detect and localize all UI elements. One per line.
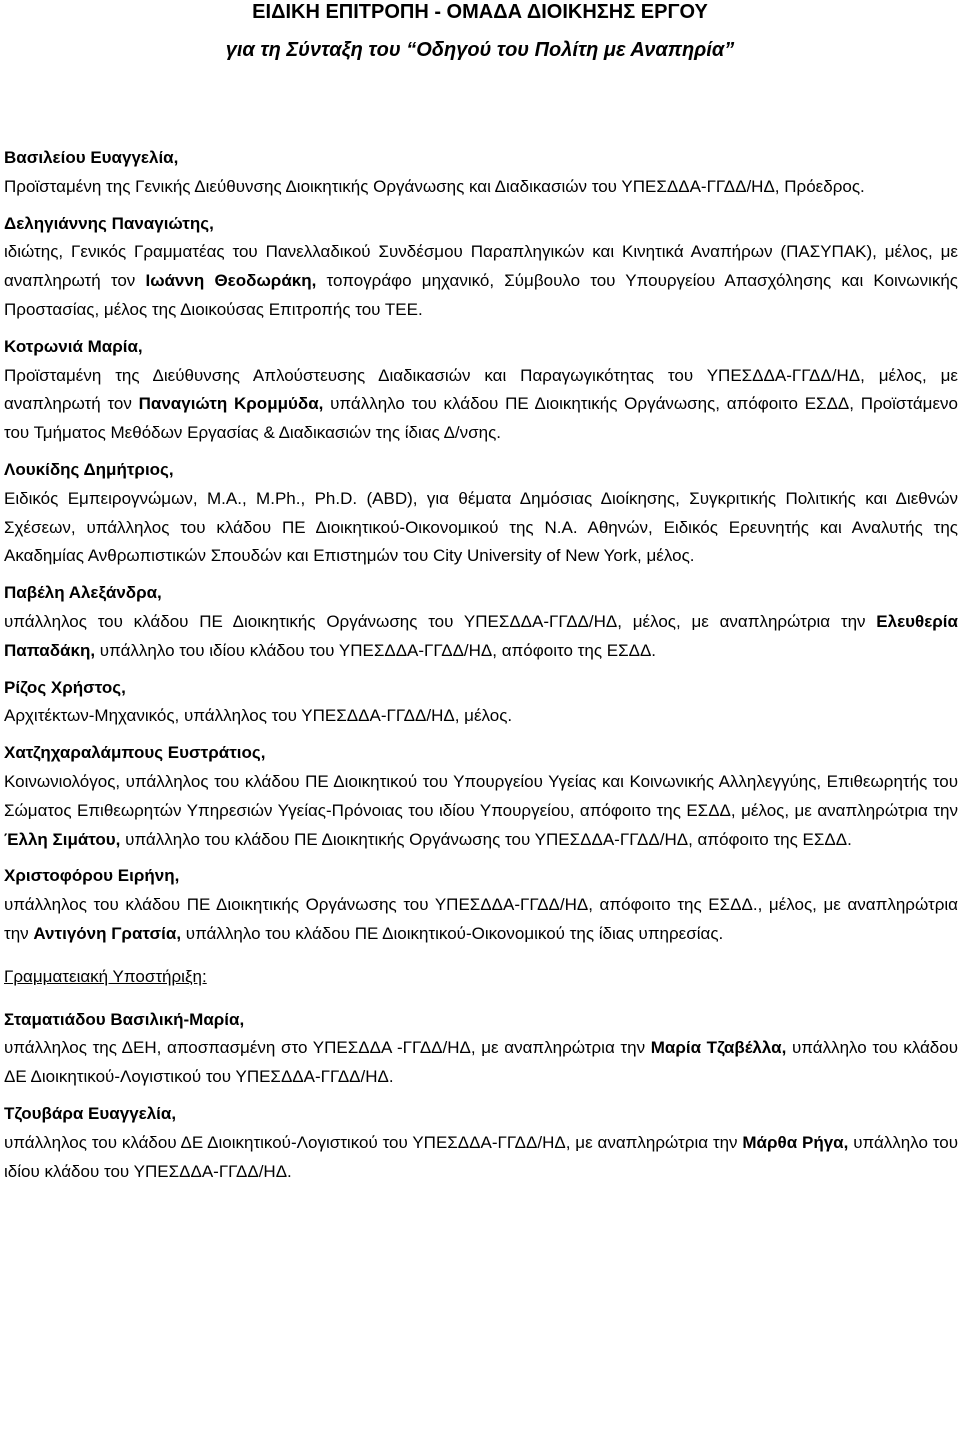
substitute-name: Μαρία Τζαβέλλα, [650, 1038, 787, 1058]
member-description: υπάλληλος του κλάδου ΔΕ Διοικητικού-Λογιστικού του ΥΠΕΣΔΔΑ-ΓΓΔΔ/ΗΔ, με αναπληρώτρια την [4, 1132, 743, 1152]
member-description: Ειδικός Εμπειρογνώμων, M.A., M.Ph., Ph.D. (ABD), για θέματα Δημόσιας Διοίκησης, Συγκριτικής Πολιτικής και Διεθνών Σχέσεων, υπάλληλος του κλάδου ΠΕ Διοικητικού-Οικονομικού της Ν.Α. Αθηνών, Ειδικός Ερευνητής και Αναλυτής της Ακαδημίας Ανθρωπιστικών Σπουδών και Επιστημών του City University of New York, μέλος. [4, 488, 958, 566]
member-description: υπάλληλος του κλάδου ΠΕ Διοικητικής Οργάνωσης του ΥΠΕΣΔΔΑ-ΓΓΔΔ/ΗΔ, απόφοιτο της ΕΣΔΔ., μέλος, με αναπληρώτρια την [4, 895, 958, 943]
member-entry [4, 333, 958, 448]
member-description: Αρχιτέκτων-Μηχανικός, υπάλληλος του ΥΠΕΣΔΔΑ-ΓΓΔΔ/ΗΔ, μέλος. [4, 706, 513, 726]
substitute-name: Αντιγόνη Γρατσία, [33, 923, 182, 943]
member-description-cont: υπάλληλο του κλάδου ΠΕ Διοικητικής Οργάνωσης, απόφοιτο ΕΣΔΔ, Προϊστάμενο του Τμήματος Μεθόδων Εργασίας & Διαδικασιών της ίδιας Δ/νσης. [4, 394, 959, 443]
substitute-name: Ιωάννη Θεοδωράκη, [145, 271, 317, 291]
document-title: ΕΙΔΙΚΗ ΕΠΙΤΡΟΠΗ - ΟΜΑΔΑ ΔΙΟΙΚΗΣΗΣ ΕΡΓΟΥ [252, 1, 708, 23]
member-description-cont: τοπογράφο μηχανικό, Σύμβουλο του Υπουργείου Απασχόλησης και Κοινωνικής Προστασίας, μέλος της Διοικούσας Επιτροπής του ΤΕΕ. [4, 271, 958, 319]
substitute-name: Έλλη Σιμάτου, [4, 829, 121, 849]
member-description: ιδιώτης, Γενικός Γραμματέας του Πανελλαδικού Συνδέσμου Παραπληγικών και Κινητικά Αναπήρων (ΠΑΣΥΠΑΚ), μέλος, με αναπληρωτή τον [4, 242, 958, 291]
member-entry [4, 862, 958, 948]
document-subtitle: για τη Σύνταξη του “Οδηγού του Πολίτη με Αναπηρία” [225, 39, 735, 61]
member-name: Κοτρωνιά Μαρία, [4, 336, 143, 356]
member-entry [4, 210, 958, 325]
member-name: Χριστοφόρου Ειρήνη, [4, 866, 180, 886]
member-description: υπάλληλος της ΔΕΗ, αποσπασμένη στο ΥΠΕΣΔΔΑ -ΓΓΔΔ/ΗΔ, με αναπληρώτρια την [4, 1038, 651, 1058]
member-description-cont: υπάλληλο του κλάδου ΔΕ Διοικητικού-Λογιστικού του ΥΠΕΣΔΔΑ-ΓΓΔΔ/ΗΔ. [4, 1038, 959, 1087]
member-description-cont: υπάλληλο του κλάδου ΠΕ Διοικητικής Οργάνωσης του ΥΠΕΣΔΔΑ-ΓΓΔΔ/ΗΔ, απόφοιτο της ΕΣΔΔ. [120, 829, 852, 849]
member-name: Δεληγιάννης Παναγιώτης, [4, 213, 214, 233]
substitute-name: Ελευθερία Παπαδάκη, [4, 611, 958, 660]
member-name: Τζουβάρα Ευαγγελία, [4, 1103, 177, 1123]
member-description: υπάλληλος του κλάδου ΠΕ Διοικητικής Οργάνωσης του ΥΠΕΣΔΔΑ-ΓΓΔΔ/ΗΔ, μέλος, με αναπληρώτρια την [4, 611, 877, 631]
member-name: Βασιλείου Ευαγγελία, [4, 148, 179, 167]
member-name: Παβέλη Αλεξάνδρα, [4, 583, 162, 603]
member-description: Προϊσταμένη της Διεύθυνσης Απλούστευσης Διαδικασιών και Παραγωγικότητας του ΥΠΕΣΔΔΑ-ΓΓΔΔ/ΗΔ, μέλος, με αναπληρωτή τον [4, 365, 958, 414]
member-description-cont: υπάλληλο του ιδίου κλάδου του ΥΠΕΣΔΔΑ-ΓΓΔΔ/ΗΔ, απόφοιτο της ΕΣΔΔ. [95, 640, 657, 660]
member-description: Κοινωνιολόγος, υπάλληλος του κλάδου ΠΕ Διοικητικού του Υπουργείου Υγείας και Κοινωνικής Αλληλεγγύης, Επιθεωρητής του Σώματος Επιθεωρητών Υπηρεσιών Υγείας-Πρόνοιας του ιδίου Υπουργείου, απόφοιτο της ΕΣΔΔ, μέλος, με αναπληρώτρια την [4, 771, 958, 820]
member-entry [4, 144, 958, 202]
member-name: Χατζηχαραλάμπους Ευστράτιος, [4, 743, 266, 763]
substitute-name: Μάρθα Ρήγα, [742, 1132, 849, 1152]
member-description-cont: υπάλληλο του κλάδου ΠΕ Διοικητικού-Οικονομικού της ίδιας υπηρεσίας. [181, 923, 724, 943]
member-entry [4, 579, 958, 665]
member-description-cont: υπάλληλο του ιδίου κλάδου του ΥΠΕΣΔΔΑ-ΓΓΔΔ/ΗΔ. [4, 1132, 959, 1181]
document-body [4, 144, 958, 1194]
substitute-name: Παναγιώτη Κρομμύδα, [138, 394, 324, 414]
secretariat-entry [4, 1100, 958, 1186]
member-entry [4, 739, 958, 854]
secretariat-entry [4, 1006, 958, 1092]
member-description: Προϊσταμένη της Γενικής Διεύθυνσης Διοικητικής Οργάνωσης και Διαδικασιών του ΥΠΕΣΔΔΑ-ΓΓΔΔ/ΗΔ, Πρόεδρος. [4, 176, 865, 196]
member-name: Σταματιάδου Βασιλική-Μαρία, [4, 1009, 245, 1029]
member-name: Ρίζος Χρήστος, [4, 677, 126, 697]
secretariat-heading: Γραμματειακή Υποστήριξη: [4, 966, 207, 986]
member-name: Λουκίδης Δημήτριος, [4, 459, 174, 479]
member-entry [4, 456, 958, 571]
member-entry [4, 674, 958, 732]
